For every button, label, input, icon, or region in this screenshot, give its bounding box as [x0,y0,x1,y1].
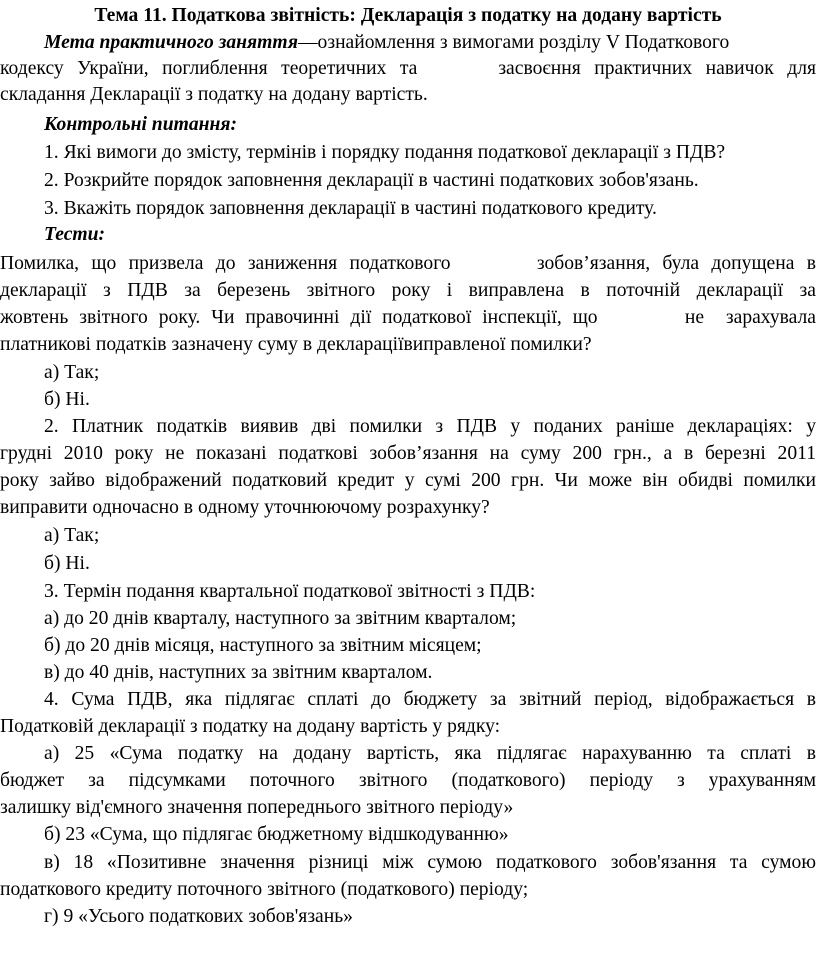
goal-dash: — [297,32,318,53]
test1-line: жовтень звітного року. Чи правочинні дії податкової інспекції, що не зарахувала [0,307,816,328]
goal-label: Мета практичного заняття [44,32,298,53]
test2-line: 2. Платник податків виявив дві помилки з ПДВ у поданих раніше деклараціях: у [44,416,816,437]
test1-line: платникові податків зазначену суму в деклараціївиправленої помилки? [0,334,592,355]
test2-line: виправити одночасно в одному уточнюючому розрахунку? [0,497,490,518]
goal-line-2: кодексу України, поглиблення теоретичних та засвоєння практичних навичок для [0,58,816,79]
test4-line: 4. Сума ПДВ, яка підлягає сплаті до бюджету за звітний період, відображається в [44,689,816,710]
test2-line: грудні 2010 року не показані податкові зобов’язання на суму 200 грн., а в березні 2011 [0,443,816,464]
test4-option-c-line: податкового кредиту поточного звітного (податкового) періоду; [0,879,529,900]
control-question-3: 3. Вкажіть порядок заповнення декларації в частині податкового кредиту. [44,198,657,219]
test4-option-a-line: бюджет за підсумками поточного звітного (податкового) періоду з урахуванням [0,770,816,791]
test3-option-c: в) до 40 днів, наступних за звітним кварталом. [44,662,433,683]
test1-option-a: а) Так; [44,362,100,383]
control-question-2: 2. Розкрийте порядок заповнення декларації в частині податкових зобов'язань. [44,170,699,191]
test1-option-b: б) Ні. [44,389,90,410]
test4-option-c-line: в) 18 «Позитивне значення різниці між сумою податкового зобов'язання та сумою [44,852,816,873]
control-question-1: 1. Які вимоги до змісту, термінів і порядку подання податкової декларації з ПДВ? [44,142,726,163]
tests-label: Тести: [44,224,106,245]
test1-line: Помилка, що призвела до заниження податкового зобов’язання, була допущена в [0,253,816,274]
test1-line: декларації з ПДВ за березень звітного року і виправлена в поточній декларації за [0,280,816,301]
test2-option-b: б) Ні. [44,553,90,574]
goal-line-3: складання Декларації з податку на додану вартість. [0,84,428,105]
test4-option-a-line: а) 25 «Сума податку на додану вартість, яка підлягає нарахуванню та сплаті в [44,743,816,764]
test2-option-a: а) Так; [44,525,100,546]
test3-option-a: а) до 20 днів кварталу, наступного за звітним кварталом; [44,608,517,629]
test4-option-a-line: залишку від'ємного значення попереднього звітного періоду» [0,797,514,818]
test4-option-b: б) 23 «Сума, що підлягає бюджетному відшкодуванню» [44,824,509,845]
goal-line-1 [44,31,816,55]
test4-option-d: г) 9 «Усього податкових зобов'язань» [44,906,353,927]
test3-question: 3. Термін подання квартальної податкової звітності з ПДВ: [44,581,536,602]
control-questions-label: Контрольні питання: [44,114,237,135]
test2-line: року зайво відображений податковий кредит у сумі 200 грн. Чи може він обидві помилки [0,470,816,491]
test3-option-b: б) до 20 днів місяця, наступного за звітним місяцем; [44,635,482,656]
document-title: Тема 11. Податкова звітність: Декларація з податку на додану вартість [94,5,722,26]
test4-line: Податковій декларації з податку на додану вартість у рядку: [0,716,501,737]
goal-text: ознайомлення з вимогами розділу V Податкового [317,32,730,53]
